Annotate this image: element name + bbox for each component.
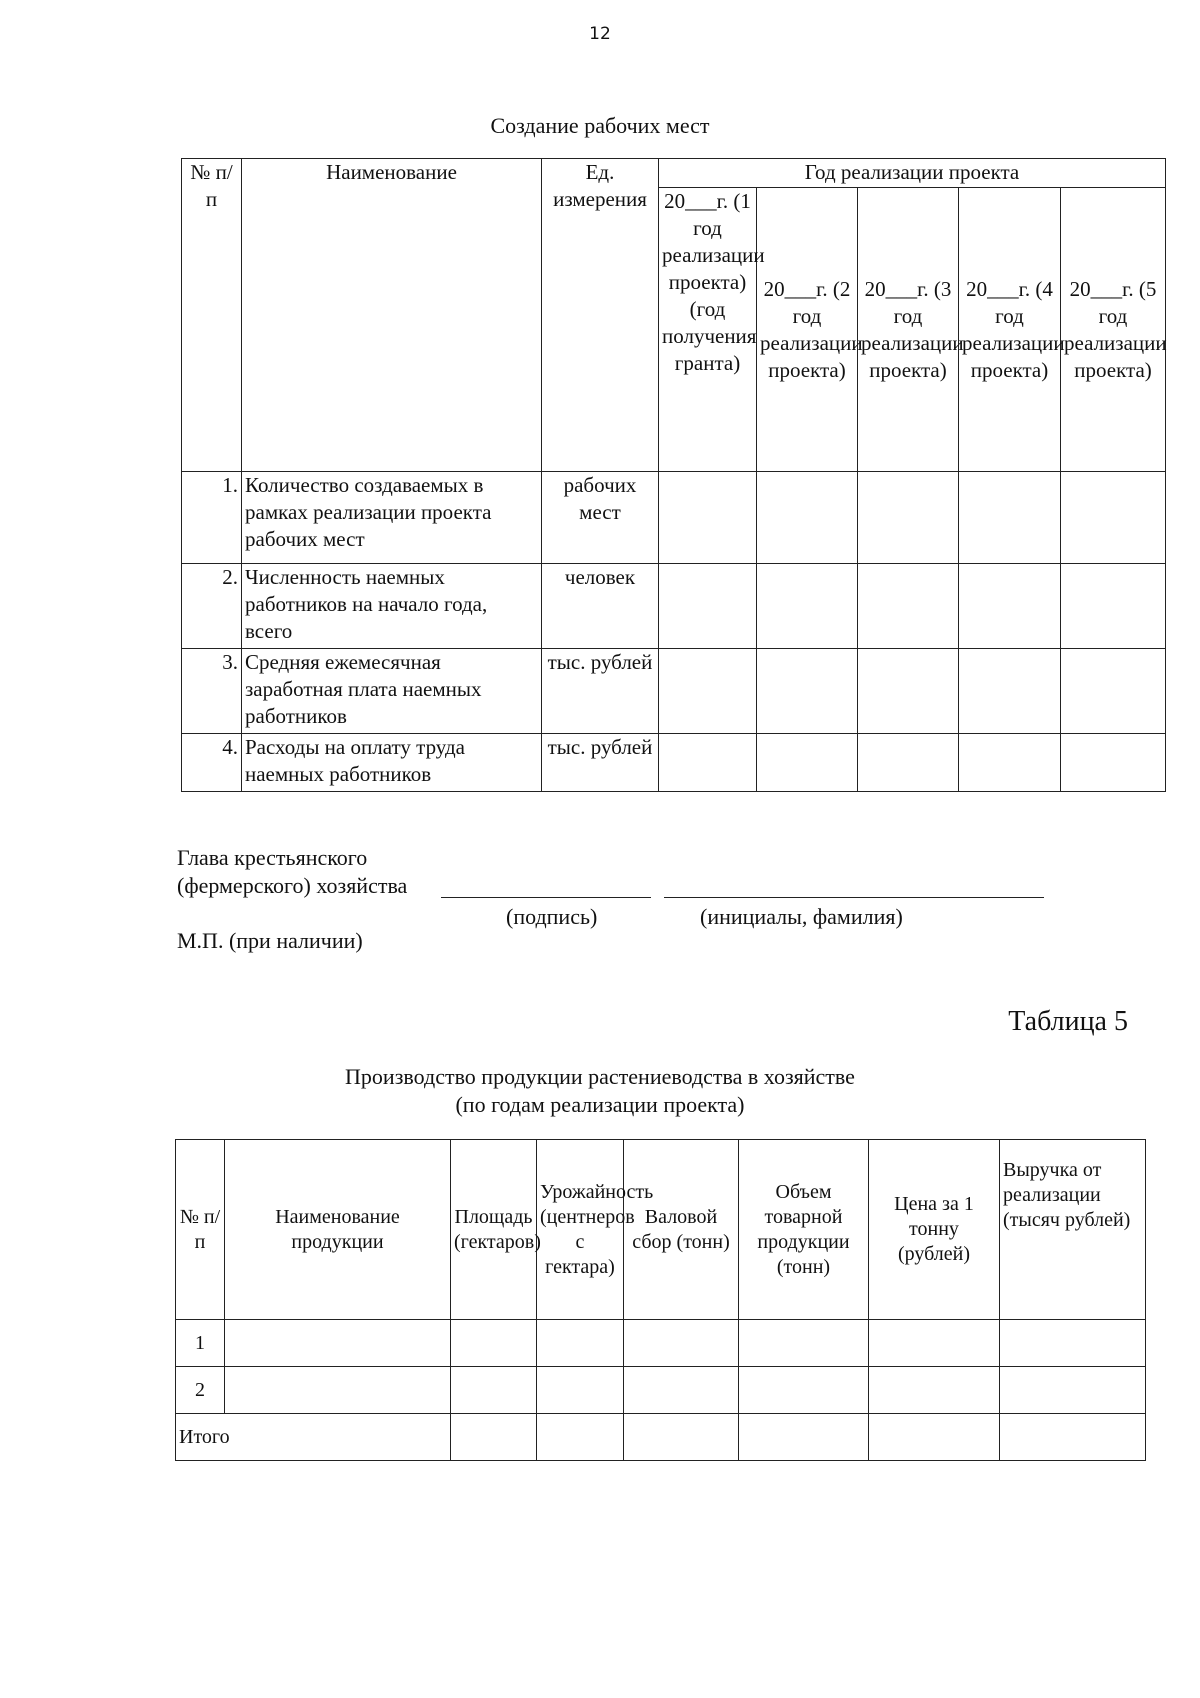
header-year-2: 20___г. (2 год реализации проекта) — [757, 188, 858, 472]
value-cell — [959, 472, 1061, 564]
row-unit: человек — [542, 564, 659, 649]
signature-line — [441, 897, 651, 898]
header-name: Наименование — [242, 159, 542, 472]
row-unit: рабочих мест — [542, 472, 659, 564]
row-name: Средняя ежемесячная заработная плата наемных работников — [242, 649, 542, 734]
row-unit: тыс. рублей — [542, 649, 659, 734]
table-row — [182, 649, 1166, 734]
value-cell — [659, 649, 757, 734]
value-cell — [959, 564, 1061, 649]
value-cell — [659, 564, 757, 649]
row-num: 1. — [182, 472, 242, 564]
row-num: 2. — [182, 564, 242, 649]
value-cell — [1000, 1414, 1146, 1461]
header-year-5: 20___г. (5 год реализации проекта) — [1061, 188, 1166, 472]
value-cell — [537, 1414, 624, 1461]
value-cell — [757, 734, 858, 792]
value-cell — [1061, 649, 1166, 734]
header-marketable-volume: Объем товарной продукции (тонн) — [739, 1140, 869, 1320]
row-name: Численность наемных работников на начало года, всего — [242, 564, 542, 649]
value-cell — [869, 1414, 1000, 1461]
section-title: Создание рабочих мест — [490, 113, 710, 138]
row-num: 4. — [182, 734, 242, 792]
signature-caption: (подпись) — [506, 904, 598, 929]
table-label: Таблица 5 — [1008, 1006, 1128, 1037]
value-cell — [959, 734, 1061, 792]
value-cell — [1000, 1320, 1146, 1367]
stamp-note: М.П. (при наличии) — [177, 928, 363, 953]
header-year-group: Год реализации проекта — [659, 159, 1166, 188]
value-cell — [225, 1367, 451, 1414]
value-cell — [1061, 564, 1166, 649]
header-year-4: 20___г. (4 год реализации проекта) — [959, 188, 1061, 472]
table-row — [182, 472, 1166, 564]
header-gross-harvest: Валовой сбор (тонн) — [624, 1140, 739, 1320]
value-cell — [1000, 1367, 1146, 1414]
value-cell — [1061, 472, 1166, 564]
value-cell — [537, 1367, 624, 1414]
value-cell — [757, 649, 858, 734]
value-cell — [451, 1414, 537, 1461]
value-cell — [624, 1367, 739, 1414]
row-name: Количество создаваемых в рамках реализации проекта рабочих мест — [242, 472, 542, 564]
value-cell — [624, 1414, 739, 1461]
row-name: Расходы на оплату труда наемных работников — [242, 734, 542, 792]
value-cell — [659, 472, 757, 564]
table5-title-line1: Производство продукции растениеводства в хозяйстве — [345, 1064, 855, 1089]
jobs-table — [181, 158, 1166, 792]
table5-title-line2: (по годам реализации проекта) — [455, 1092, 745, 1117]
header-area: Площадь (гектаров) — [451, 1140, 537, 1320]
table-row-total — [176, 1414, 1146, 1461]
signature-title-line1: Глава крестьянского — [177, 845, 368, 870]
value-cell — [537, 1320, 624, 1367]
value-cell — [858, 649, 959, 734]
name-caption: (инициалы, фамилия) — [700, 904, 903, 929]
header-unit: Ед. измерения — [542, 159, 659, 472]
header-price-per-ton: Цена за 1 тонну (рублей) — [869, 1140, 1000, 1320]
value-cell — [451, 1367, 537, 1414]
page-number: 12 — [589, 24, 611, 44]
value-cell — [624, 1320, 739, 1367]
total-label: Итого — [176, 1414, 451, 1461]
row-num: 2 — [176, 1367, 225, 1414]
value-cell — [451, 1320, 537, 1367]
value-cell — [757, 472, 858, 564]
value-cell — [959, 649, 1061, 734]
value-cell — [858, 564, 959, 649]
table-row — [182, 564, 1166, 649]
header-yield: Урожайность (центнеров с гектара) — [537, 1140, 624, 1320]
header-num: № п/п — [176, 1140, 225, 1320]
value-cell — [1061, 734, 1166, 792]
value-cell — [739, 1367, 869, 1414]
table-row — [176, 1367, 1146, 1414]
header-year-1: 20___г. (1 год реализации проекта) (год получения гранта) — [659, 188, 757, 472]
value-cell — [739, 1320, 869, 1367]
crop-production-table — [175, 1139, 1146, 1461]
header-revenue: Выручка от реализации (тысяч рублей) — [1000, 1140, 1146, 1320]
value-cell — [757, 564, 858, 649]
row-num: 1 — [176, 1320, 225, 1367]
header-product: Наименование продукции — [225, 1140, 451, 1320]
value-cell — [659, 734, 757, 792]
name-line — [664, 897, 1044, 898]
table-row — [176, 1320, 1146, 1367]
value-cell — [869, 1367, 1000, 1414]
row-unit: тыс. рублей — [542, 734, 659, 792]
header-year-3: 20___г. (3 год реализации проекта) — [858, 188, 959, 472]
header-num: № п/п — [182, 159, 242, 472]
signature-title-line2: (фермерского) хозяйства — [177, 873, 408, 898]
value-cell — [739, 1414, 869, 1461]
value-cell — [858, 472, 959, 564]
row-num: 3. — [182, 649, 242, 734]
value-cell — [869, 1320, 1000, 1367]
table-row — [182, 734, 1166, 792]
value-cell — [858, 734, 959, 792]
value-cell — [225, 1320, 451, 1367]
